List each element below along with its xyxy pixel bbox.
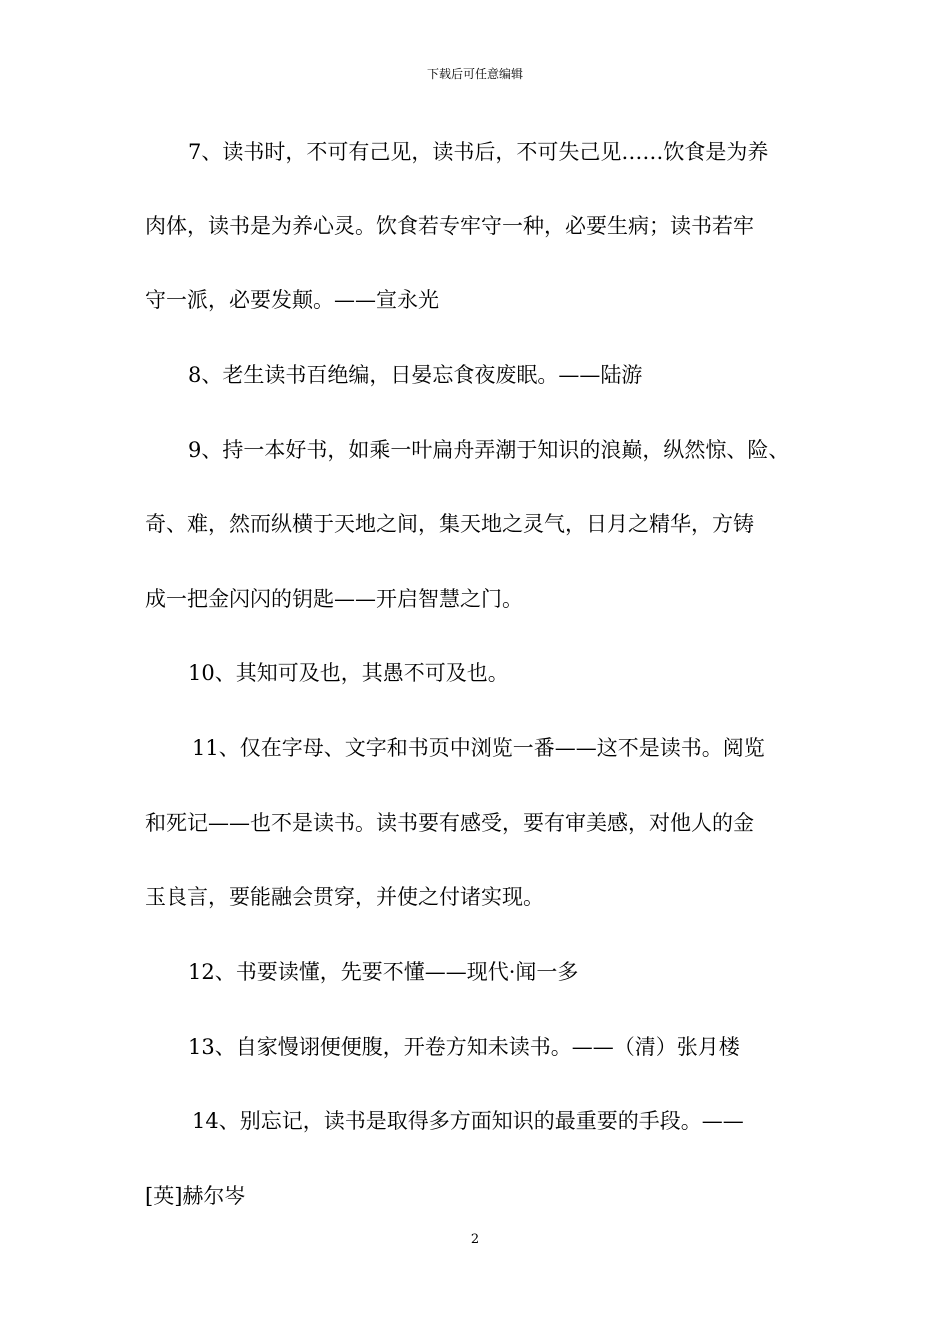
text-line: 守一派，必要发颠。——宣永光	[145, 288, 439, 312]
text-line: 10、其知可及也，其愚不可及也。	[188, 661, 509, 685]
text-line: 和死记——也不是读书。读书要有感受，要有审美感，对他人的金	[145, 811, 754, 835]
text-line: 8、老生读书百绝编，日晏忘食夜废眠。——陆游	[188, 363, 643, 387]
text-line: 奇、难，然而纵横于天地之间，集天地之灵气，日月之精华，方铸	[145, 512, 754, 536]
page-header: 下载后可任意编辑	[426, 67, 523, 81]
text-line: 成一把金闪闪的钥匙——开启智慧之门。	[145, 587, 523, 611]
text-line: 肉体，读书是为养心灵。饮食若专牢守一种，必要生病；读书若牢	[145, 214, 754, 238]
text-line: 9、持一本好书，如乘一叶扁舟弄潮于知识的浪巅，纵然惊、险、	[188, 438, 790, 462]
text-line: 11、仅在字母、文字和书页中浏览一番——这不是读书。阅览	[192, 736, 765, 760]
text-line: 12、书要读懂，先要不懂——现代·闻一多	[188, 960, 579, 984]
text-line: 玉良言，要能融会贯穿，并使之付诸实现。	[145, 885, 544, 909]
text-line: [英]赫尔岑	[145, 1184, 246, 1208]
page-number: 2	[470, 1232, 480, 1247]
text-line: 7、读书时，不可有己见，读书后，不可失己见……饮食是为养	[188, 140, 769, 164]
text-line: 13、自家慢诩便便腹，开卷方知未读书。——（清）张月楼	[188, 1035, 740, 1059]
text-line: 14、别忘记，读书是取得多方面知识的最重要的手段。——	[192, 1109, 744, 1133]
